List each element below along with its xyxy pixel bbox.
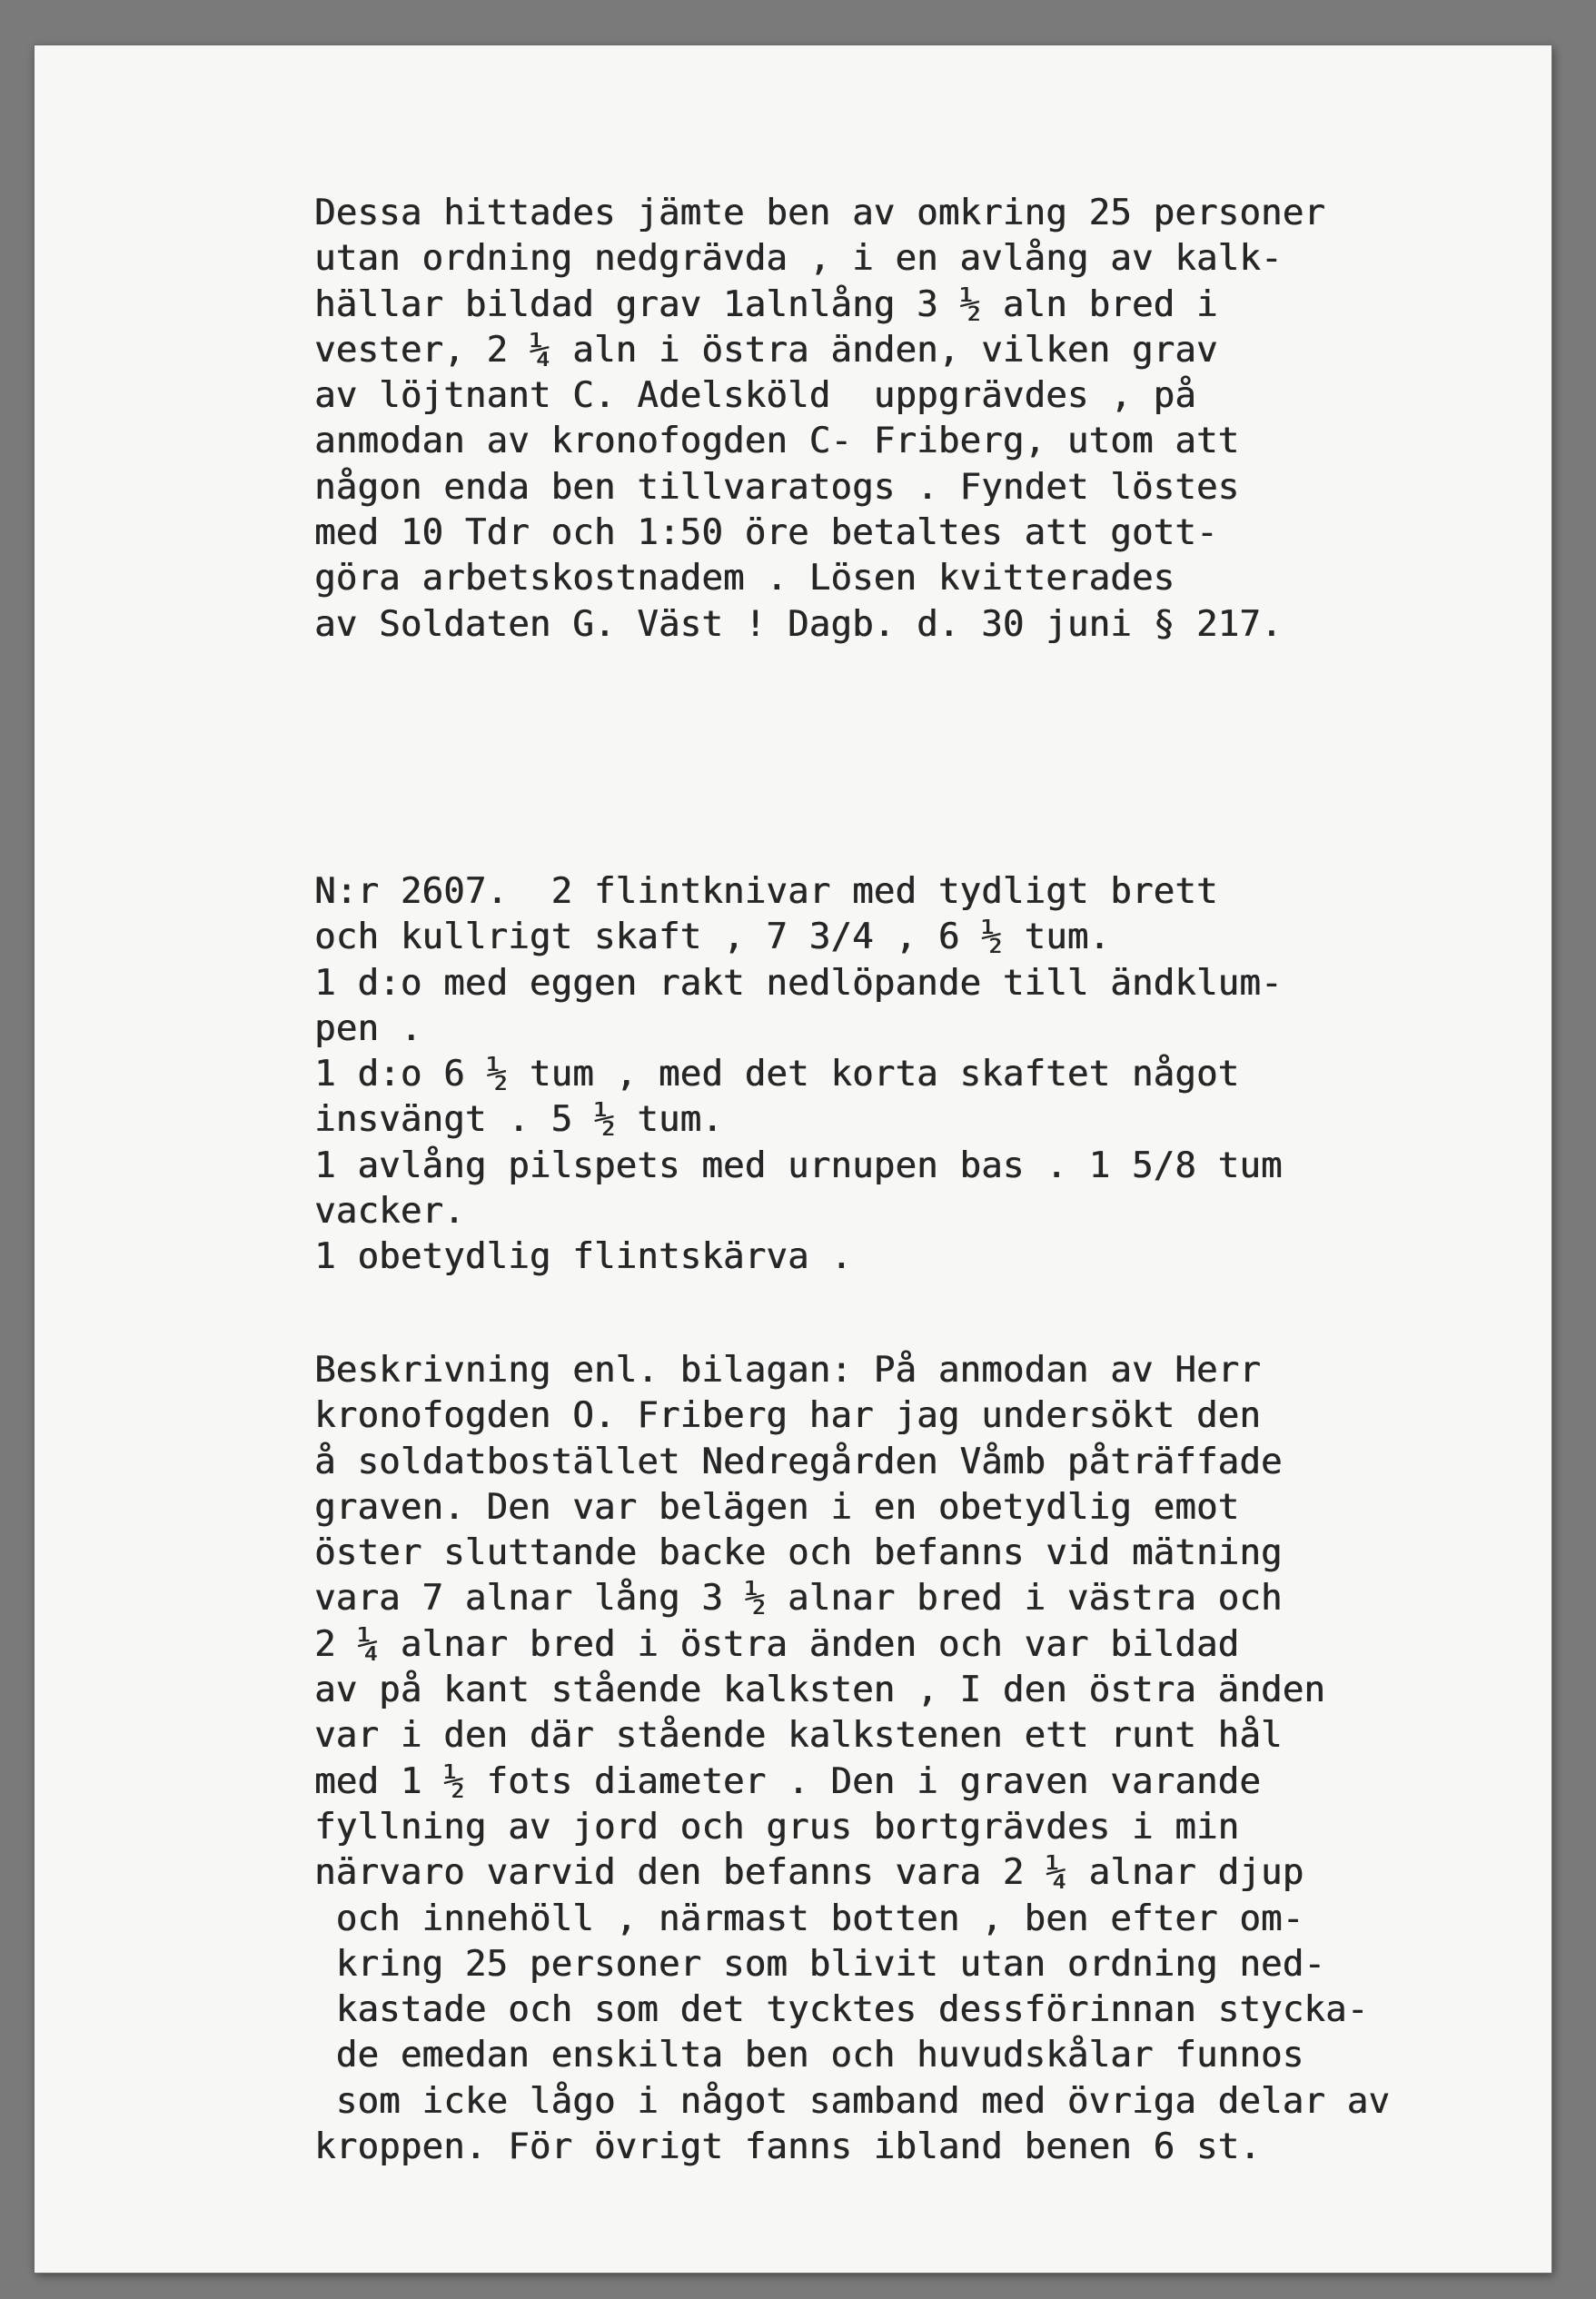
text-line: 1 d:o med eggen rakt nedlöpande till ändklum- (314, 962, 1283, 1004)
text-line: pen . (314, 1007, 422, 1049)
text-line: öster sluttande backe och befanns vid mätning (314, 1532, 1283, 1574)
text-line: 1 avlång pilspets med urnupen bas . 1 5/8 tum (314, 1145, 1283, 1186)
text-line: med 1 ½ fots diameter . Den i graven varande (314, 1760, 1261, 1802)
text-line: 2 ¼ alnar bred i östra änden och var bildad (314, 1623, 1240, 1665)
text-line: med 10 Tdr och 1:50 öre betaltes att gott- (314, 512, 1218, 554)
text-line: som icke lågo i något samband med övriga delar av (314, 2080, 1390, 2122)
text-line: utan ordning nedgrävda , i en avlång av kalk- (314, 238, 1283, 280)
text-line: N:r 2607. 2 flintknivar med tydligt brett (314, 871, 1218, 912)
text-line: och innehöll , närmast botten , ben efter om- (314, 1898, 1304, 1939)
text-line: vacker. (314, 1191, 465, 1233)
text-line: hällar bildad grav 1alnlång 3 ½ aln bred i (314, 283, 1218, 325)
text-line: vester, 2 ¼ aln i östra änden, vilken grav (314, 329, 1218, 371)
text-line: och kullrigt skaft , 7 3/4 , 6 ½ tum. (314, 917, 1111, 958)
text-line: var i den där stående kalkstenen ett runt hål (314, 1715, 1283, 1757)
text-line: kring 25 personer som blivit utan ordning ned- (314, 1943, 1325, 1985)
text-line: Dessa hittades jämte ben av omkring 25 personer (314, 193, 1325, 233)
paragraph-find-description (314, 191, 1532, 648)
text-line: graven. Den var belägen i en obetydlig emot (314, 1486, 1240, 1528)
text-line: av Soldaten G. Väst ! Dagb. d. 30 juni § 217. (314, 603, 1283, 645)
text-line: 1 obetydlig flintskärva . (314, 1236, 852, 1278)
text-line: närvaro varvid den befanns vara 2 ¼ alnar djup (314, 1852, 1304, 1894)
document-page (35, 45, 1551, 2273)
text-line: å soldatbostället Nedregården Våmb påträffade (314, 1441, 1283, 1482)
paragraph-attachment-description (314, 1348, 1532, 2170)
text-line: av på kant stående kalksten , I den östra änden (314, 1670, 1325, 1711)
text-line: vara 7 alnar lång 3 ½ alnar bred i västra och (314, 1578, 1283, 1620)
text-line: de emedan enskilta ben och huvudskålar funnos (314, 2035, 1304, 2076)
text-line: kastade och som det tycktes dessförinnan stycka- (314, 1989, 1369, 2031)
text-line: av löjtnant C. Adelsköld uppgrävdes , på (314, 375, 1196, 417)
text-line: fyllning av jord och grus bortgrävdes i min (314, 1806, 1240, 1848)
text-line: kronofogden O. Friberg har jag undersökt den (314, 1395, 1261, 1437)
text-line: 1 d:o 6 ½ tum , med det korta skaftet något (314, 1054, 1240, 1095)
text-line: någon enda ben tillvaratogs . Fyndet löstes (314, 466, 1240, 508)
text-line: insvängt . 5 ½ tum. (314, 1099, 723, 1141)
text-line: anmodan av kronofogden C- Friberg, utom att (314, 421, 1240, 462)
text-line: kroppen. För övrigt fanns ibland benen 6 st. (314, 2126, 1261, 2168)
text-line: göra arbetskostnadem . Lösen kvitterades (314, 558, 1175, 600)
paragraph-item-list (314, 869, 1532, 1281)
text-line: Beskrivning enl. bilagan: På anmodan av Herr (314, 1350, 1261, 1391)
